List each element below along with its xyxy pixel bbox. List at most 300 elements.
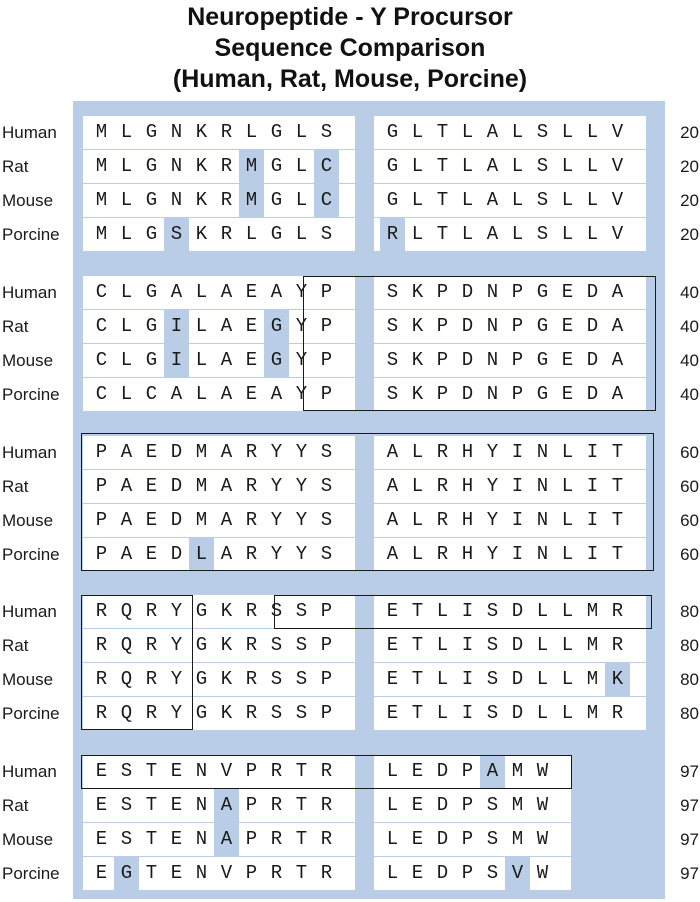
- residue: L: [295, 189, 308, 211]
- residue: R: [145, 634, 158, 656]
- residue: Y: [170, 668, 183, 690]
- residue: S: [320, 441, 333, 463]
- residue: P: [511, 349, 524, 371]
- residue: L: [295, 223, 308, 245]
- residue: R: [270, 760, 283, 782]
- residue: R: [320, 862, 333, 884]
- residue: K: [220, 600, 233, 622]
- residue: Y: [295, 315, 308, 337]
- residue: A: [386, 441, 399, 463]
- residue: R: [145, 668, 158, 690]
- residue: L: [195, 281, 208, 303]
- residue: I: [511, 543, 524, 565]
- species-label: Human: [2, 283, 57, 302]
- residue: N: [170, 189, 183, 211]
- residue: P: [461, 794, 474, 816]
- residue: P: [95, 441, 108, 463]
- residue: L: [561, 441, 574, 463]
- residue: N: [536, 509, 549, 531]
- residue: R: [320, 794, 333, 816]
- residue: G: [386, 189, 399, 211]
- residue: M: [586, 600, 599, 622]
- residue: K: [220, 702, 233, 724]
- residue-difference: C: [314, 150, 339, 183]
- residue: L: [461, 223, 474, 245]
- species-label: Human: [2, 443, 57, 462]
- residue: N: [170, 155, 183, 177]
- residue: L: [120, 121, 133, 143]
- residue: D: [511, 634, 524, 656]
- residue: A: [120, 475, 133, 497]
- residue: S: [320, 543, 333, 565]
- residue: L: [511, 223, 524, 245]
- residue-number: 40: [680, 317, 699, 336]
- residue: K: [195, 155, 208, 177]
- residue: N: [195, 828, 208, 850]
- residue: S: [536, 121, 549, 143]
- residue: G: [270, 155, 283, 177]
- residue: S: [486, 634, 499, 656]
- residue: K: [411, 315, 424, 337]
- residue: E: [95, 794, 108, 816]
- residue: Y: [270, 475, 283, 497]
- residue: M: [511, 794, 524, 816]
- residue: S: [270, 600, 283, 622]
- residue-difference: G: [264, 344, 289, 377]
- residue-difference: A: [214, 789, 239, 822]
- residue: G: [195, 668, 208, 690]
- residue: S: [270, 634, 283, 656]
- residue: S: [536, 223, 549, 245]
- residue: D: [170, 543, 183, 565]
- species-label: Porcine: [2, 225, 60, 244]
- residue: N: [536, 543, 549, 565]
- residue: L: [120, 223, 133, 245]
- species-label: Porcine: [2, 545, 60, 564]
- residue: T: [436, 223, 449, 245]
- residue: V: [611, 121, 624, 143]
- residue: L: [586, 121, 599, 143]
- residue: T: [411, 634, 424, 656]
- residue: T: [145, 794, 158, 816]
- residue: Y: [295, 543, 308, 565]
- residue: Y: [295, 441, 308, 463]
- residue: Y: [270, 441, 283, 463]
- residue: N: [536, 441, 549, 463]
- residue: Y: [295, 509, 308, 531]
- residue: Q: [120, 668, 133, 690]
- residue: D: [461, 349, 474, 371]
- residue: K: [195, 223, 208, 245]
- residue: A: [170, 281, 183, 303]
- residue: N: [536, 475, 549, 497]
- residue: R: [245, 634, 258, 656]
- residue: R: [245, 441, 258, 463]
- residue-number: 20: [680, 225, 699, 244]
- residue: E: [386, 668, 399, 690]
- residue: A: [220, 509, 233, 531]
- residue: P: [461, 862, 474, 884]
- residue: S: [320, 121, 333, 143]
- residue: A: [170, 383, 183, 405]
- species-label: Rat: [2, 477, 29, 496]
- residue-number: 80: [680, 636, 699, 655]
- residue: N: [195, 760, 208, 782]
- residue-number: 40: [680, 283, 699, 302]
- residue: L: [561, 600, 574, 622]
- residue: V: [611, 189, 624, 211]
- residue: L: [295, 121, 308, 143]
- residue: W: [536, 760, 549, 782]
- residue-number: 40: [680, 351, 699, 370]
- residue: R: [245, 668, 258, 690]
- residue-number: 60: [680, 477, 699, 496]
- residue: R: [245, 543, 258, 565]
- residue: L: [511, 121, 524, 143]
- residue: L: [411, 121, 424, 143]
- residue-difference: M: [239, 150, 264, 183]
- residue: L: [411, 543, 424, 565]
- residue: K: [411, 383, 424, 405]
- residue-number: 20: [680, 191, 699, 210]
- residue: Y: [295, 475, 308, 497]
- residue: A: [611, 315, 624, 337]
- residue: I: [511, 441, 524, 463]
- residue: L: [386, 794, 399, 816]
- residue: R: [95, 600, 108, 622]
- residue: N: [486, 315, 499, 337]
- residue: M: [511, 760, 524, 782]
- residue-number: 97: [680, 864, 699, 883]
- residue: S: [486, 794, 499, 816]
- residue: Y: [486, 543, 499, 565]
- residue: S: [270, 668, 283, 690]
- residue: G: [536, 349, 549, 371]
- residue: N: [486, 383, 499, 405]
- residue: W: [536, 862, 549, 884]
- residue: Y: [486, 441, 499, 463]
- residue: E: [95, 828, 108, 850]
- residue: G: [270, 223, 283, 245]
- title-line-2: Sequence Comparison: [214, 34, 486, 62]
- residue: M: [195, 509, 208, 531]
- residue: G: [145, 315, 158, 337]
- residue: L: [195, 315, 208, 337]
- residue-difference: M: [239, 184, 264, 217]
- residue: L: [436, 634, 449, 656]
- residue: R: [436, 475, 449, 497]
- residue: G: [145, 155, 158, 177]
- residue: L: [511, 155, 524, 177]
- residue: Y: [295, 281, 308, 303]
- residue: S: [320, 223, 333, 245]
- residue: G: [145, 189, 158, 211]
- residue: L: [561, 509, 574, 531]
- residue: L: [245, 121, 258, 143]
- residue: M: [586, 634, 599, 656]
- residue: T: [611, 543, 624, 565]
- residue: D: [511, 702, 524, 724]
- residue: C: [95, 315, 108, 337]
- residue: D: [586, 349, 599, 371]
- title-line-3: (Human, Rat, Mouse, Porcine): [172, 65, 528, 93]
- residue: G: [145, 223, 158, 245]
- residue: L: [386, 828, 399, 850]
- residue: D: [461, 383, 474, 405]
- residue: A: [611, 349, 624, 371]
- residue: C: [145, 383, 158, 405]
- residue: N: [486, 281, 499, 303]
- species-label: Mouse: [2, 191, 54, 210]
- residue-difference: K: [605, 663, 630, 696]
- residue: K: [411, 281, 424, 303]
- species-label: Rat: [2, 636, 29, 655]
- species-label: Human: [2, 602, 57, 621]
- residue: A: [220, 315, 233, 337]
- residue: D: [586, 315, 599, 337]
- residue: S: [295, 702, 308, 724]
- residue: W: [536, 828, 549, 850]
- residue: R: [245, 509, 258, 531]
- residue: T: [611, 475, 624, 497]
- residue: M: [95, 121, 108, 143]
- species-label: Rat: [2, 796, 29, 815]
- residue: L: [536, 600, 549, 622]
- residue: A: [486, 189, 499, 211]
- residue: S: [386, 349, 399, 371]
- residue: R: [436, 509, 449, 531]
- residue: Y: [270, 543, 283, 565]
- residue: S: [486, 702, 499, 724]
- residue-number: 97: [680, 830, 699, 849]
- residue: M: [95, 223, 108, 245]
- residue: I: [586, 475, 599, 497]
- residue: S: [536, 155, 549, 177]
- residue-number: 80: [680, 670, 699, 689]
- residue-difference: R: [380, 218, 405, 251]
- residue: R: [611, 634, 624, 656]
- residue: P: [320, 634, 333, 656]
- residue: R: [245, 702, 258, 724]
- residue: R: [220, 121, 233, 143]
- residue: Q: [120, 702, 133, 724]
- residue: E: [561, 315, 574, 337]
- residue: P: [95, 475, 108, 497]
- residue: A: [486, 121, 499, 143]
- residue: P: [95, 543, 108, 565]
- figure-title: [0, 2, 700, 95]
- residue: R: [436, 543, 449, 565]
- residue: I: [586, 441, 599, 463]
- residue: P: [95, 509, 108, 531]
- residue: E: [386, 634, 399, 656]
- species-label: Porcine: [2, 864, 60, 883]
- residue: A: [220, 383, 233, 405]
- residue: R: [611, 600, 624, 622]
- residue: P: [245, 862, 258, 884]
- residue: G: [536, 315, 549, 337]
- residue: R: [270, 862, 283, 884]
- residue: S: [386, 281, 399, 303]
- residue: A: [386, 509, 399, 531]
- residue: E: [145, 441, 158, 463]
- residue-number: 80: [680, 704, 699, 723]
- residue: G: [386, 121, 399, 143]
- residue: M: [511, 828, 524, 850]
- residue-difference: I: [164, 310, 189, 343]
- residue: M: [95, 155, 108, 177]
- residue: L: [411, 509, 424, 531]
- residue: P: [320, 349, 333, 371]
- residue: S: [386, 315, 399, 337]
- residue: I: [511, 509, 524, 531]
- residue: T: [295, 760, 308, 782]
- residue: C: [95, 383, 108, 405]
- residue: L: [561, 702, 574, 724]
- residue: T: [411, 600, 424, 622]
- residue: L: [561, 223, 574, 245]
- residue: T: [295, 862, 308, 884]
- residue-difference: I: [164, 344, 189, 377]
- residue: V: [220, 760, 233, 782]
- residue: P: [320, 315, 333, 337]
- species-label: Mouse: [2, 670, 54, 689]
- residue: R: [145, 702, 158, 724]
- residue-difference: C: [314, 184, 339, 217]
- residue: S: [295, 600, 308, 622]
- residue: L: [536, 634, 549, 656]
- residue: A: [611, 281, 624, 303]
- residue: M: [586, 702, 599, 724]
- residue: E: [561, 349, 574, 371]
- residue: S: [120, 794, 133, 816]
- species-label: Porcine: [2, 385, 60, 404]
- residue: R: [145, 600, 158, 622]
- residue: E: [411, 828, 424, 850]
- residue: R: [270, 794, 283, 816]
- residue: L: [120, 281, 133, 303]
- residue-number: 97: [680, 796, 699, 815]
- residue-difference: G: [114, 857, 139, 890]
- residue: P: [511, 383, 524, 405]
- residue: S: [320, 509, 333, 531]
- residue: D: [461, 281, 474, 303]
- residue: A: [611, 383, 624, 405]
- residue: E: [170, 862, 183, 884]
- residue: D: [586, 383, 599, 405]
- residue: Y: [170, 702, 183, 724]
- residue: L: [195, 349, 208, 371]
- residue: E: [411, 760, 424, 782]
- residue: P: [320, 600, 333, 622]
- residue: M: [586, 668, 599, 690]
- residue: K: [195, 189, 208, 211]
- residue-difference: L: [189, 538, 214, 571]
- residue: K: [411, 349, 424, 371]
- residue: A: [386, 475, 399, 497]
- species-label: Human: [2, 123, 57, 142]
- residue: E: [245, 281, 258, 303]
- residue: C: [95, 349, 108, 371]
- residue: L: [511, 189, 524, 211]
- residue: Y: [295, 349, 308, 371]
- residue: L: [561, 121, 574, 143]
- residue: I: [461, 668, 474, 690]
- residue: T: [145, 760, 158, 782]
- residue: R: [220, 189, 233, 211]
- residue: C: [95, 281, 108, 303]
- residue: E: [95, 862, 108, 884]
- residue: T: [295, 794, 308, 816]
- residue: G: [386, 155, 399, 177]
- residue: P: [436, 349, 449, 371]
- residue: G: [145, 349, 158, 371]
- residue: M: [95, 189, 108, 211]
- residue: E: [411, 794, 424, 816]
- species-label: Mouse: [2, 351, 54, 370]
- residue: Q: [120, 634, 133, 656]
- residue: G: [195, 600, 208, 622]
- residue: L: [386, 760, 399, 782]
- residue: G: [195, 702, 208, 724]
- species-label: Human: [2, 762, 57, 781]
- residue: T: [611, 441, 624, 463]
- residue: T: [436, 121, 449, 143]
- residue: Y: [486, 475, 499, 497]
- residue: S: [486, 668, 499, 690]
- residue: L: [120, 189, 133, 211]
- residue: E: [170, 828, 183, 850]
- residue: P: [320, 668, 333, 690]
- residue: L: [536, 668, 549, 690]
- residue: L: [120, 315, 133, 337]
- residue: A: [486, 223, 499, 245]
- residue: S: [120, 760, 133, 782]
- residue: D: [436, 760, 449, 782]
- residue: K: [220, 668, 233, 690]
- residue: V: [611, 223, 624, 245]
- residue: R: [436, 441, 449, 463]
- residue-number: 20: [680, 123, 699, 142]
- residue: Y: [486, 509, 499, 531]
- residue: R: [245, 475, 258, 497]
- residue-number: 80: [680, 602, 699, 621]
- residue: L: [536, 702, 549, 724]
- residue: Y: [270, 509, 283, 531]
- residue: I: [511, 475, 524, 497]
- residue: D: [511, 600, 524, 622]
- residue: L: [586, 189, 599, 211]
- residue: L: [386, 862, 399, 884]
- residue: K: [195, 121, 208, 143]
- residue: S: [295, 668, 308, 690]
- species-label: Mouse: [2, 511, 54, 530]
- residue: K: [220, 634, 233, 656]
- residue: L: [586, 223, 599, 245]
- residue: M: [195, 475, 208, 497]
- residue-number: 60: [680, 511, 699, 530]
- residue: D: [586, 281, 599, 303]
- residue: P: [511, 315, 524, 337]
- residue: R: [270, 828, 283, 850]
- residue: N: [195, 862, 208, 884]
- residue: G: [270, 121, 283, 143]
- residue: P: [245, 828, 258, 850]
- residue: I: [461, 634, 474, 656]
- residue: R: [220, 155, 233, 177]
- residue: A: [220, 281, 233, 303]
- residue: R: [95, 668, 108, 690]
